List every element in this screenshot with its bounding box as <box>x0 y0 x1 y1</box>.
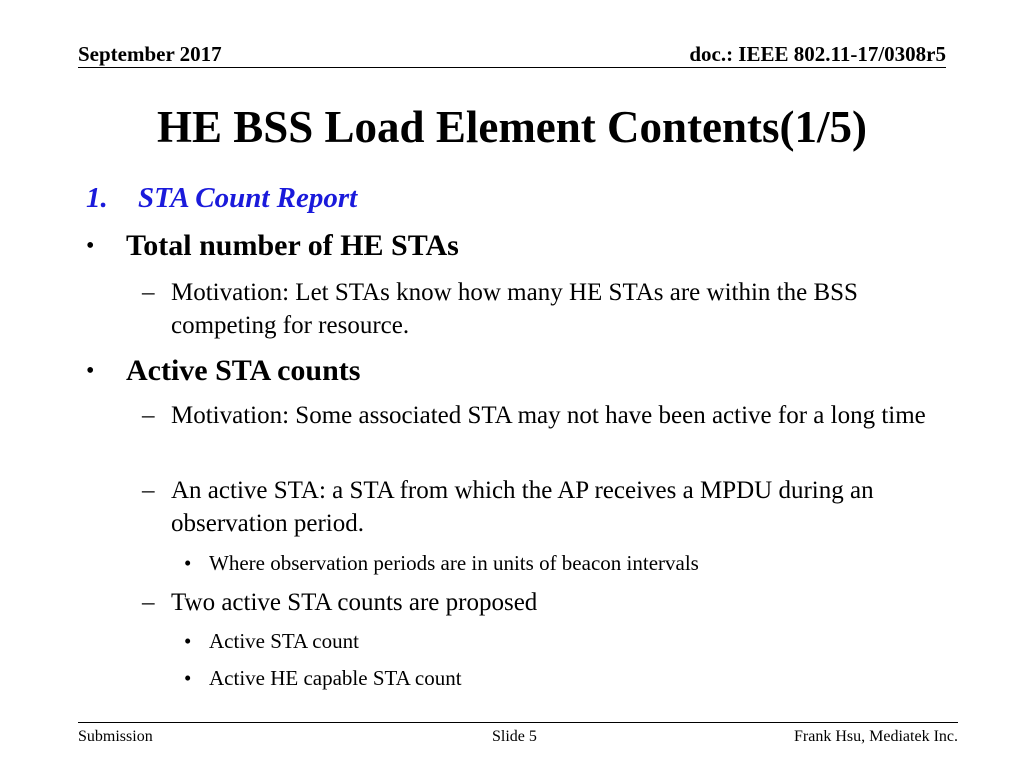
footer-slide-number: Slide 5 <box>492 728 537 745</box>
header-doc-id: doc.: IEEE 802.11-17/0308r5 <box>689 42 946 66</box>
dash-icon: – <box>142 589 155 616</box>
sub-bullet-text: An active STA: a STA from which the AP receives a MPDU during an observation period. <box>171 477 874 537</box>
bullet-dot-icon: • <box>184 551 192 575</box>
dash-icon: – <box>142 279 155 306</box>
dash-icon: – <box>142 402 155 429</box>
footer-divider <box>78 722 958 723</box>
footer-author: Frank Hsu, Mediatek Inc. <box>794 728 958 745</box>
bullet-dot-icon: • <box>184 666 192 690</box>
bullet-text: Active STA counts <box>126 354 361 387</box>
sub-sub-bullet-text: Active STA count <box>209 629 359 653</box>
sub-sub-bullet-text: Active HE capable STA count <box>209 666 462 690</box>
header-divider <box>78 67 946 68</box>
bullet-text: Total number of HE STAs <box>126 229 459 262</box>
section-number: 1. <box>86 182 108 214</box>
sub-bullet-text: Motivation: Some associated STA may not have been active for a long time <box>171 402 926 429</box>
header-date: September 2017 <box>78 42 222 66</box>
sub-sub-bullet-text: Where observation periods are in units of beacon intervals <box>209 551 699 575</box>
sub-bullet-text: Two active STA counts are proposed <box>171 589 538 616</box>
bullet-dot-icon: • <box>184 629 192 653</box>
bullet-dot-icon: • <box>86 233 95 259</box>
sub-bullet-text: Motivation: Let STAs know how many HE STAs are within the BSS competing for resource. <box>171 279 858 339</box>
section-label: STA Count Report <box>138 182 358 214</box>
dash-icon: – <box>142 477 155 504</box>
bullet-dot-icon: • <box>86 358 95 384</box>
footer-submission: Submission <box>78 728 153 745</box>
section-heading <box>86 179 357 217</box>
slide-title: HE BSS Load Element Contents(1/5) <box>156 102 868 152</box>
